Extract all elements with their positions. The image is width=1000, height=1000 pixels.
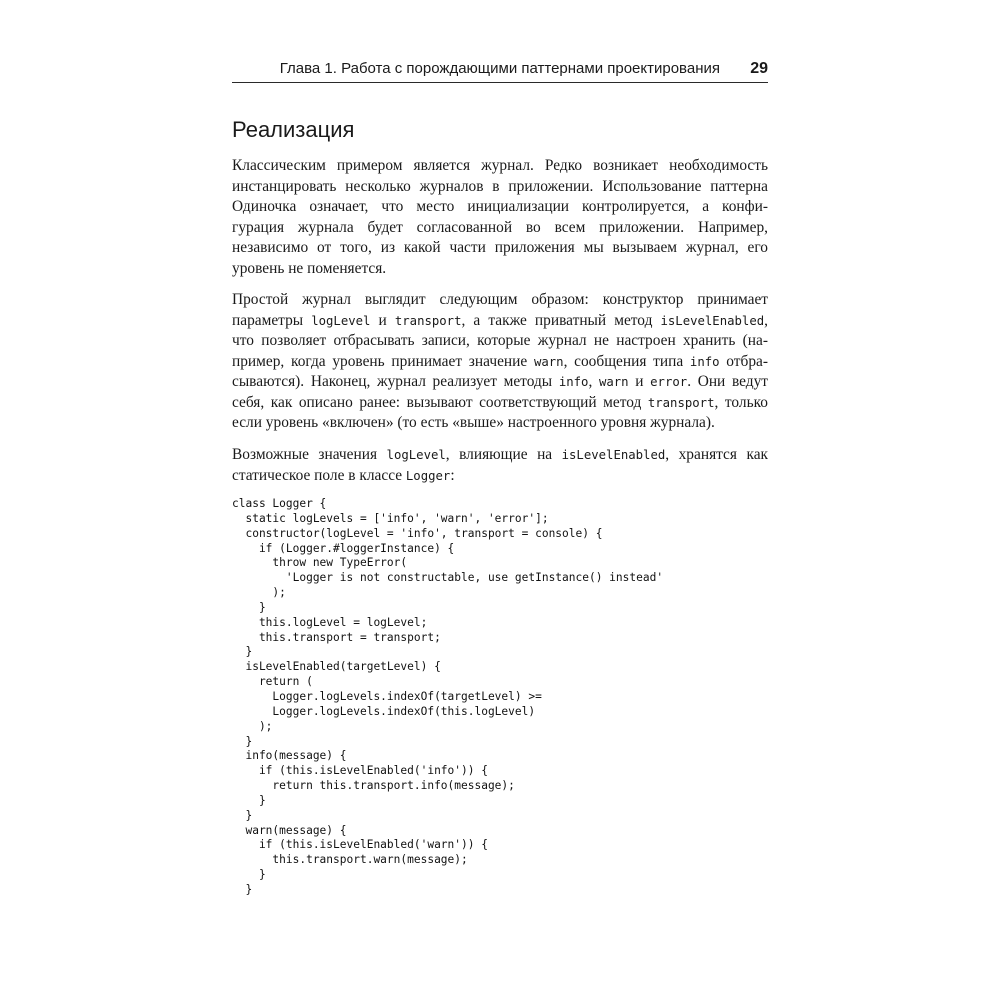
inline-code: warn [598,375,629,389]
code-line: this.transport.warn(message); [232,853,468,867]
code-line: info(message) { [232,749,347,763]
text-run: , сообщения типа [563,352,690,370]
code-line: return ( [232,675,313,689]
code-line: throw new TypeError( [232,556,408,570]
code-line: constructor(logLevel = 'info', transport = console) { [232,526,603,540]
text-line [232,372,768,393]
running-title: Глава 1. Работа с порождающими паттернами проектирования [279,60,720,77]
code-line: } [232,645,253,659]
text-run: статическое поле в классе [232,466,406,484]
code-line: warn(message) { [232,823,347,837]
text-run: : [450,466,455,484]
text-run: , [588,373,599,390]
inline-code: Logger [405,468,451,483]
text-run: . Они ведут [687,373,768,390]
text-run: , только [714,393,768,411]
code-listing [232,497,768,898]
text-run: параметры [232,311,312,329]
text-line: если уровень «включен» (то есть «выше» настроенного уровня журнала). [232,414,715,431]
inline-code: warn [533,354,564,369]
text-run: Возможные значения [232,446,387,463]
code-line: return this.transport.info(message); [232,779,515,793]
text-line: Простой журнал выглядит следующим образом: конструктор принимает [232,291,768,308]
code-line: if (Logger.#loggerInstance) { [232,541,455,555]
text-run: , хранятся как [665,446,768,463]
inline-code: isLevelEnabled [561,448,666,462]
text-line: Классическим примером является журнал. Редко возникает необходимость [232,157,768,174]
text-line [232,466,768,487]
inline-code: isLevelEnabled [660,313,765,328]
code-line: static logLevels = ['info', 'warn', 'error']; [232,511,549,525]
inline-code: transport [394,313,462,328]
running-header [232,58,768,83]
text-line: что позволяет отбрасывать записи, которые журнал не настроен хранить (на- [232,332,768,349]
text-run: себя, как описано ранее: вызывают соответствующий метод [232,393,648,411]
text-run: и [370,311,395,329]
code-line: this.transport = transport; [232,630,441,644]
text-run: , [764,311,768,329]
text-run: и [628,373,651,390]
code-line: } [232,882,253,896]
text-run: , влияющие на [445,446,562,463]
page-number: 29 [750,60,768,77]
code-line: Logger.logLevels.indexOf(targetLevel) >= [232,689,542,703]
inline-code: logLevel [311,313,371,328]
code-line: if (this.isLevelEnabled('info')) { [232,764,488,778]
text-line: гурация журнала будет согласованной во всем приложении. Например, [232,218,768,236]
code-line: this.logLevel = logLevel; [232,615,428,629]
paragraph-logger-description [232,290,768,434]
code-line: ); [232,719,273,733]
text-run: , а также приватный метод [461,311,661,329]
inline-code: logLevel [386,448,446,462]
inline-code: info [689,354,720,369]
inline-code: info [558,375,589,389]
text-line: уровень не поменяется. [232,259,387,277]
text-line: независимо от того, из какой части приложения мы вызываем журнал, его [232,239,768,256]
text-run: пример, когда уровень принимает значение [232,352,534,370]
text-line: Одиночка означает, что место инициализации контролируется, а конфи- [232,198,768,215]
text-line [232,352,768,373]
code-line: ); [232,586,286,600]
text-line [232,393,768,414]
text-run: отбра- [719,352,768,370]
inline-code: transport [647,395,715,410]
code-line: Logger.logLevels.indexOf(this.logLevel) [232,704,536,718]
code-line: } [232,734,253,748]
code-line: isLevelEnabled(targetLevel) { [232,660,441,674]
paragraph-intro [232,156,768,279]
code-line: if (this.isLevelEnabled('warn')) { [232,838,488,852]
code-line: } [232,793,266,807]
section-heading: Реализация [232,117,355,142]
code-line: class Logger { [232,497,327,510]
text-line [232,311,768,332]
text-run: сываются). Наконец, журнал реализует методы [232,373,559,390]
inline-code: error [650,375,688,389]
code-line: } [232,808,253,822]
code-line: } [232,600,266,614]
text-line [232,445,768,466]
text-line: инстанцировать несколько журналов в приложении. Использование паттерна [232,177,768,195]
code-line: 'Logger is not constructable, use getInstance() instead' [232,571,664,585]
paragraph-log-levels [232,445,768,486]
code-line: } [232,868,266,882]
